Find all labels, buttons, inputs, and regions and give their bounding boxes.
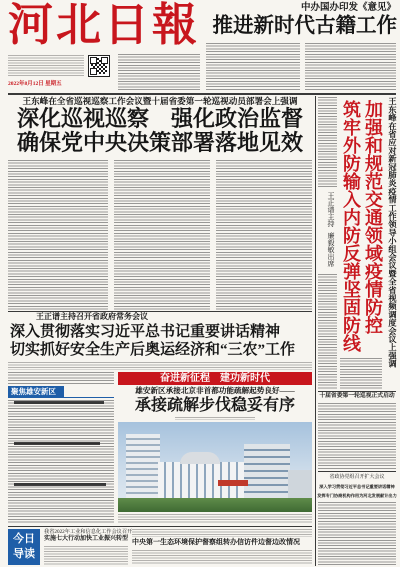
right-lead-body [318, 97, 337, 187]
right-column-divider [315, 96, 316, 566]
sidebar-item-title [14, 483, 106, 486]
photo-greenery [118, 498, 312, 512]
digest-item-kicker: 我省2022年工业和信息化工作会议召开 [44, 529, 133, 535]
cppcc-headline-line: 深入学习贯彻习近平总书记重要讲话精神 [319, 484, 395, 489]
date-text: 2022年8月12日 [8, 81, 44, 87]
digest-item-title: 中央第一生态环境保护督察组转办信访件边督边改情况 [132, 538, 300, 546]
inspection-body [318, 403, 396, 469]
right-lead-attendance: 王正谱主持 [327, 192, 335, 227]
right-lead-body [318, 274, 337, 389]
masthead-publication-info [8, 55, 84, 77]
weekday-text: 星期五 [45, 81, 62, 87]
lead-story-body-column [8, 160, 108, 310]
photo-building [180, 452, 220, 464]
second-story-body [8, 372, 114, 384]
feature-headline: 承接疏解步伐稳妥有序 [134, 397, 295, 414]
lead-story-headline-line: 深化巡视巡察 强化政治监督 [16, 106, 303, 131]
right-column-divider [318, 471, 396, 472]
digest-item-title: 实施七大行动加快工业振兴转型 [44, 536, 129, 542]
masthead-column-text [118, 54, 200, 91]
qr-code [88, 55, 110, 77]
masthead-divider [8, 93, 396, 95]
feature-kicker: 雄安新区承接北京非首都功能疏解起势良好—— [135, 386, 295, 395]
digest-divider [8, 526, 312, 527]
second-story-headline-line: 深入贯彻落实习近平总书记重要讲话精神 [10, 324, 281, 340]
qr-finder-mark [90, 57, 97, 64]
digest-item-text [132, 550, 312, 565]
sidebar-underline [8, 397, 114, 398]
sidebar-item-title [14, 401, 104, 404]
qr-finder-mark [101, 57, 108, 64]
feature-banner: 奋进新征程 建功新时代 [118, 372, 312, 385]
lead-story-kicker: 王东峰在全省巡视巡察工作会议暨十届省委第一轮巡视动员部署会上强调 [22, 96, 298, 106]
second-story-headline-line: 切实抓好安全生产后奥运经济和“三农”工作 [10, 342, 296, 358]
feature-photo [118, 422, 312, 512]
right-lead-attendance: 廉毅敏出席 [327, 232, 335, 267]
cppcc-kicker: 省政协党组召开扩大会议 [329, 475, 385, 480]
lead-story-body-column [216, 160, 312, 310]
digest-item-text [132, 529, 312, 537]
sidebar-label: 聚焦雄安新区 [8, 386, 64, 397]
lead-story-body-column [114, 160, 210, 310]
right-lead-headline-line: 加强和规范交通领域疫情防控 [363, 100, 383, 334]
feature-byline [175, 417, 255, 420]
photo-red-structure [218, 480, 248, 486]
right-lead-kicker: 王东峰在省应对新冠肺炎疫情工作领导小组会议暨全省视频调度会议上强调 [388, 97, 397, 368]
issue-date [8, 80, 112, 88]
sidebar-body [8, 400, 114, 524]
feature-photo-caption [118, 514, 312, 524]
second-story-body [8, 362, 312, 370]
digest-label: 今日导读 [8, 529, 40, 565]
second-story-kicker: 王正谱主持召开省政府常务会议 [36, 312, 148, 321]
top-story-headline: 推进新时代古籍工作 [212, 15, 397, 37]
sidebar-item-title [14, 442, 100, 445]
right-column-divider [318, 391, 396, 392]
digest-item-text [44, 546, 128, 565]
newspaper-logo: 河北日報 [8, 0, 201, 50]
right-lead-headline-line: 筑牢外防输入内防反弹坚固防线 [341, 100, 361, 352]
inspection-headline: 十届省委第一轮巡视正式启动 [319, 393, 395, 399]
cppcc-body [318, 502, 396, 565]
masthead-column-text [206, 43, 300, 91]
right-lead-body [340, 358, 382, 389]
masthead-column-text [305, 43, 396, 91]
lead-story-headline-line: 确保党中央决策部署落地见效 [16, 130, 303, 155]
top-story-kicker: 中办国办印发《意见》 [300, 3, 396, 13]
cppcc-headline-line: 发挥专门协商机构作用为河北发展献计出力 [317, 493, 397, 498]
qr-finder-mark [90, 68, 97, 75]
